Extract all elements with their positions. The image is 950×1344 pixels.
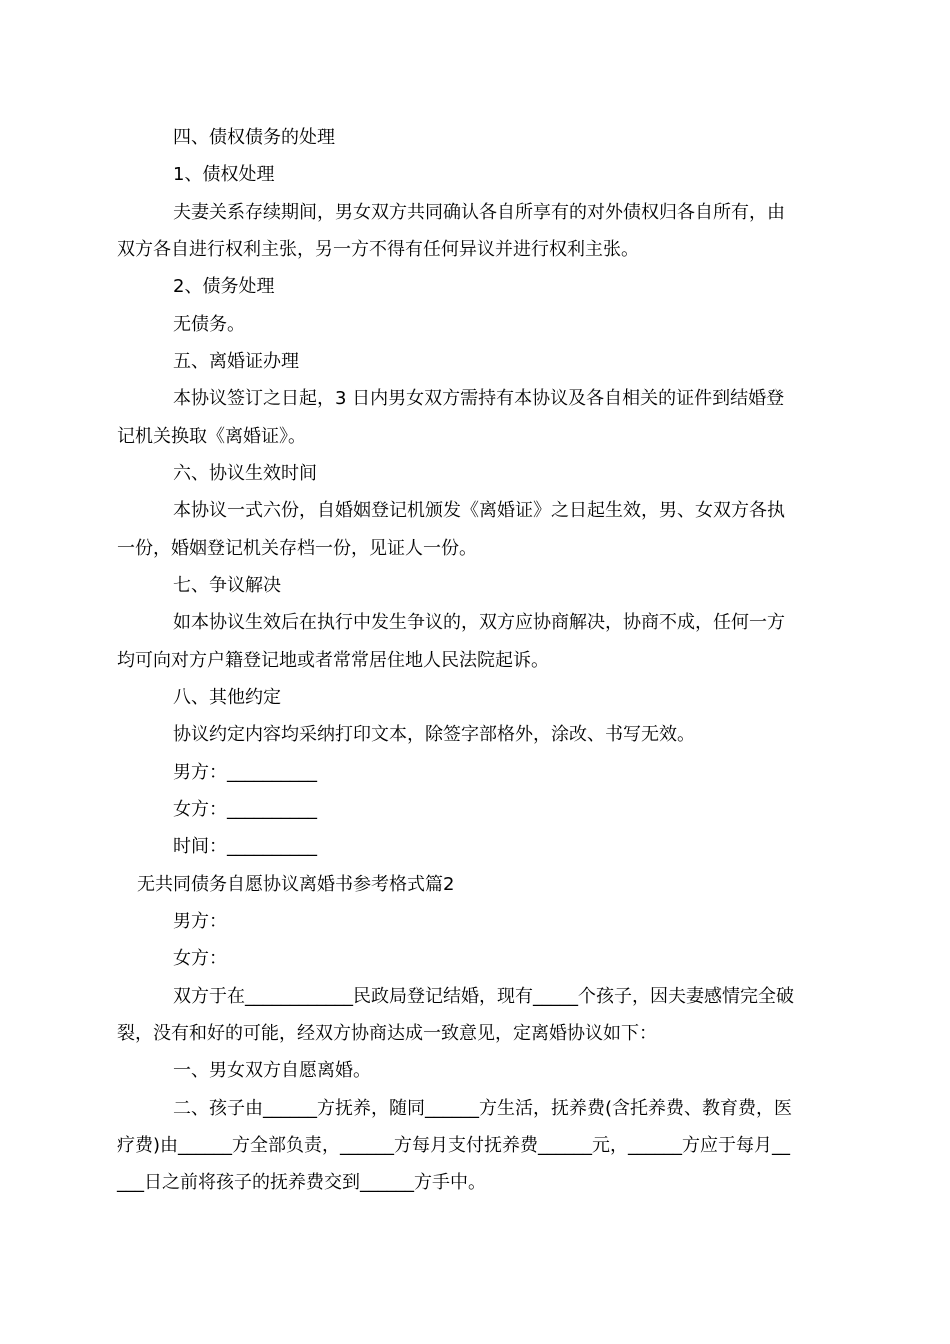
subheading-creditor-rights: 1、债权处理 bbox=[173, 164, 275, 185]
paragraph-line: 裂，没有和好的可能，经双方协商达成一致意见，定离婚协议如下： bbox=[117, 1023, 657, 1044]
signature-line-date: 时间：__________ bbox=[173, 836, 317, 857]
section-heading-other: 八、其他约定 bbox=[173, 687, 281, 708]
party-female: 女方： bbox=[173, 948, 227, 969]
section-heading-certificate: 五、离婚证办理 bbox=[173, 351, 299, 372]
paragraph-line: 协议约定内容均采纳打印文本，除签字部格外，涂改、书写无效。 bbox=[173, 724, 695, 745]
paragraph-line: 二、孩子由______方抚养，随同______方生活，抚养费(含托养费、教育费，医 bbox=[173, 1098, 793, 1119]
paragraph-line: 本协议一式六份，自婚姻登记机颁发《离婚证》之日起生效，男、女双方各执 bbox=[173, 500, 785, 521]
signature-line-female: 女方：__________ bbox=[173, 799, 317, 820]
document-title: 无共同债务自愿协议离婚书参考格式篇2 bbox=[137, 874, 455, 895]
section-heading-debts: 四、债权债务的处理 bbox=[173, 127, 335, 148]
paragraph-line: 无债务。 bbox=[173, 314, 245, 335]
clause-line: 一、男女双方自愿离婚。 bbox=[173, 1060, 371, 1081]
paragraph-line: 双方各自进行权利主张，另一方不得有任何异议并进行权利主张。 bbox=[117, 239, 639, 260]
paragraph-line: 如本协议生效后在执行中发生争议的，双方应协商解决，协商不成，任何一方 bbox=[173, 612, 785, 633]
section-heading-dispute: 七、争议解决 bbox=[173, 575, 281, 596]
party-male: 男方： bbox=[173, 911, 227, 932]
paragraph-line: 双方于在____________民政局登记结婚，现有_____个孩子，因夫妻感情完全破 bbox=[173, 986, 794, 1007]
paragraph-line: 疗费)由______方全部负责，______方每月支付抚养费______元，______方应于每月__ bbox=[117, 1135, 791, 1156]
paragraph-line: 本协议签订之日起，3 日内男女双方需持有本协议及各自相关的证件到结婚登 bbox=[173, 388, 785, 409]
subheading-debts: 2、债务处理 bbox=[173, 276, 275, 297]
paragraph-line: ___日之前将孩子的抚养费交到______方手中。 bbox=[117, 1172, 486, 1193]
paragraph-line: 记机关换取《离婚证》。 bbox=[117, 426, 306, 447]
section-heading-effective: 六、协议生效时间 bbox=[173, 463, 317, 484]
paragraph-line: 夫妻关系存续期间，男女双方共同确认各自所享有的对外债权归各自所有，由 bbox=[173, 202, 785, 223]
paragraph-line: 一份，婚姻登记机关存档一份，见证人一份。 bbox=[117, 538, 477, 559]
signature-line-male: 男方：__________ bbox=[173, 762, 317, 783]
paragraph-line: 均可向对方户籍登记地或者常常居住地人民法院起诉。 bbox=[117, 650, 549, 671]
